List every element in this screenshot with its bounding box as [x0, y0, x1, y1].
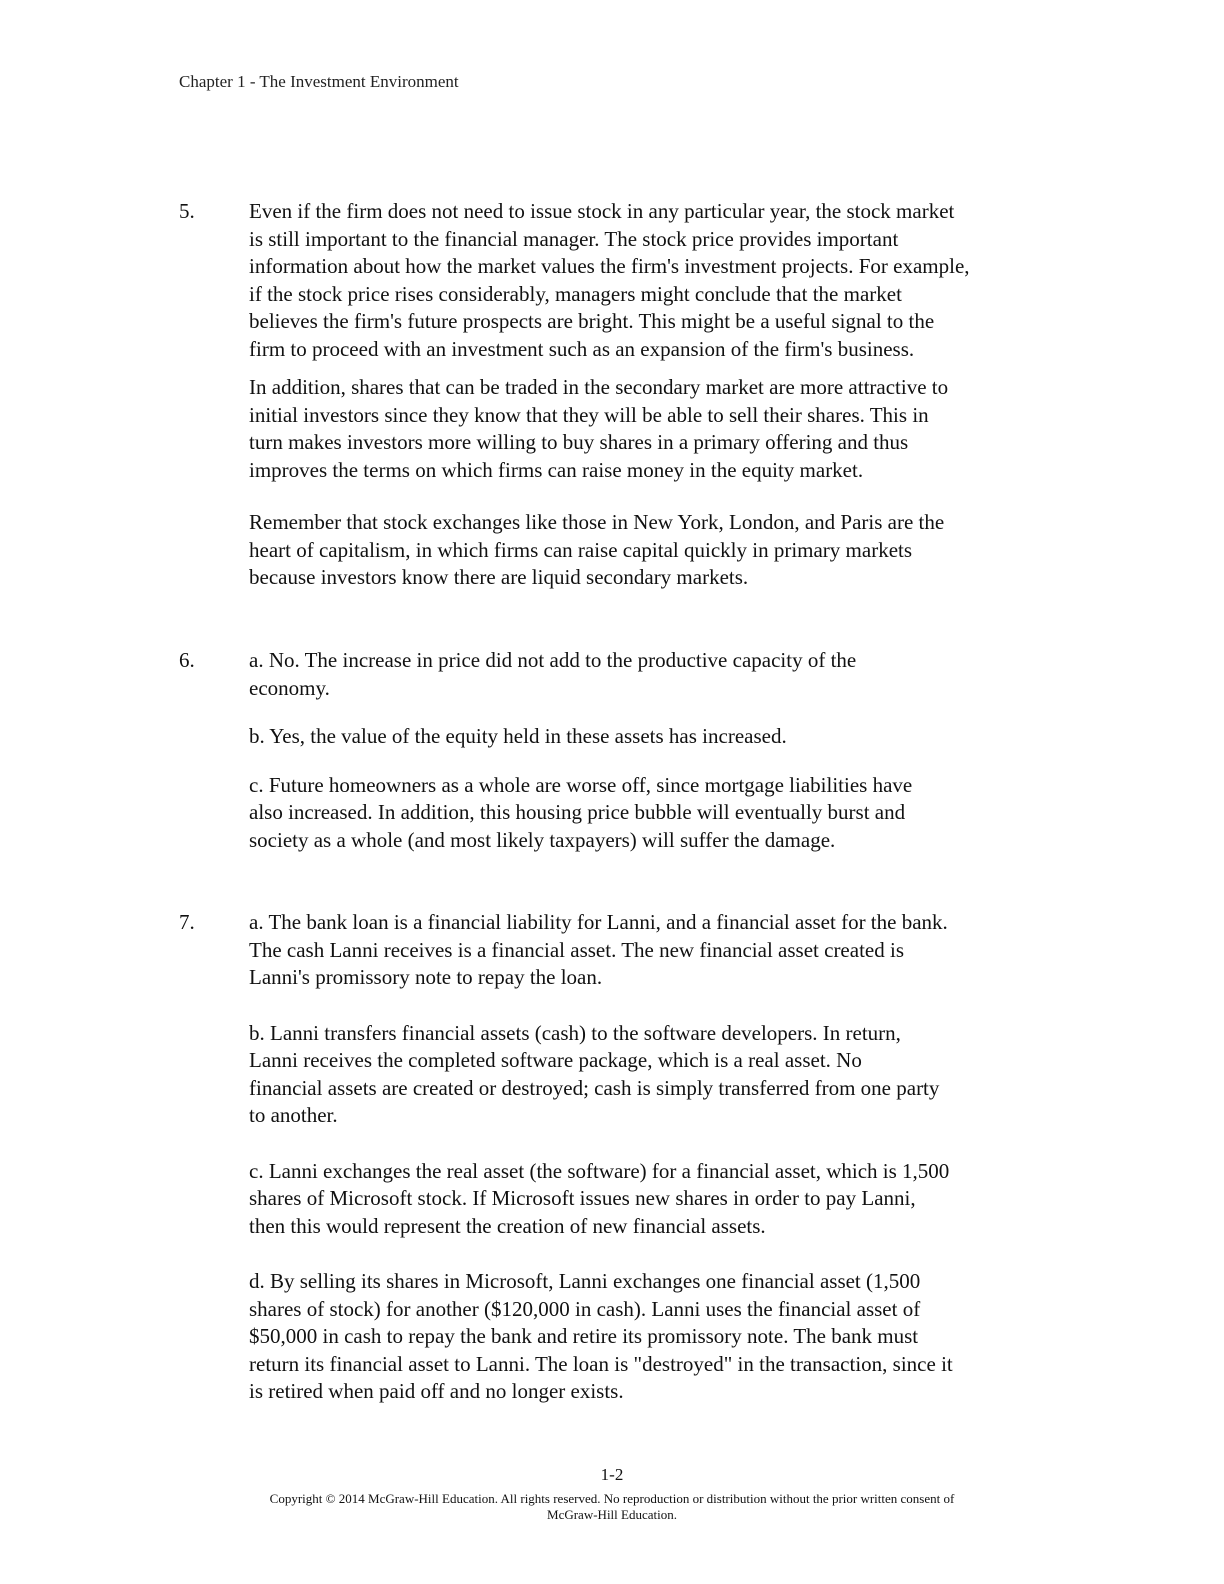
- text-line: Lanni receives the completed software package, which is a real asset. No: [249, 1048, 862, 1072]
- text-line: turn makes investors more willing to buy shares in a primary offering and thus: [249, 430, 909, 454]
- text-line: d. By selling its shares in Microsoft, Lanni exchanges one financial asset (1,500: [249, 1269, 921, 1293]
- question-number: 6.: [179, 648, 195, 672]
- paragraph: [249, 647, 1069, 702]
- text-line: c. Future homeowners as a whole are worse off, since mortgage liabilities have: [249, 772, 913, 797]
- copyright-notice: Copyright © 2014 McGraw-Hill Education. All rights reserved. No reproduction or distribution without the prior written consent of: [269, 1491, 955, 1506]
- copyright-notice: McGraw-Hill Education.: [547, 1507, 677, 1522]
- paragraph: [249, 723, 1069, 751]
- text-line: Remember that stock exchanges like those in New York, London, and Paris are the: [249, 510, 945, 534]
- paragraph: [249, 909, 1069, 992]
- text-line: $50,000 in cash to repay the bank and retire its promissory note. The bank must: [249, 1324, 919, 1348]
- paragraph: [249, 198, 1069, 363]
- text-line: return its financial asset to Lanni. The loan is "destroyed" in the transaction, since it: [249, 1351, 953, 1376]
- question-body: [249, 198, 1069, 592]
- paragraph: [249, 1020, 1069, 1130]
- text-line: financial assets are created or destroyed; cash is simply transferred from one party: [249, 1075, 940, 1100]
- question-number: 5.: [179, 199, 195, 223]
- paragraph: [249, 374, 1069, 484]
- question-body: [249, 647, 1069, 854]
- page-number: 1-2: [600, 1465, 624, 1484]
- text-line: Even if the firm does not need to issue stock in any particular year, the stock market: [249, 199, 955, 223]
- text-line: The cash Lanni receives is a financial asset. The new financial asset created is: [249, 937, 904, 962]
- text-line: also increased. In addition, this housing price bubble will eventually burst and: [249, 800, 906, 824]
- text-line: society as a whole (and most likely taxpayers) will suffer the damage.: [249, 827, 836, 852]
- paragraph: [249, 509, 1069, 592]
- text-line: In addition, shares that can be traded in the secondary market are more attractive to: [249, 375, 949, 399]
- text-line: then this would represent the creation of new financial assets.: [249, 1213, 766, 1238]
- text-line: economy.: [249, 675, 330, 700]
- paragraph: [249, 772, 1069, 855]
- question-number: 7.: [179, 910, 195, 934]
- text-line: believes the firm's future prospects are bright. This might be a useful signal to the: [249, 309, 935, 333]
- text-line: improves the terms on which firms can raise money in the equity market.: [249, 457, 864, 482]
- text-line: b. Lanni transfers financial assets (cash) to the software developers. In return,: [249, 1020, 901, 1045]
- text-line: b. Yes, the value of the equity held in these assets has increased.: [249, 724, 787, 748]
- text-line: is retired when paid off and no longer exists.: [249, 1379, 624, 1403]
- question-body: [249, 909, 1069, 1406]
- text-line: firm to proceed with an investment such as an expansion of the firm's business.: [249, 336, 915, 361]
- text-line: if the stock price rises considerably, managers might conclude that the market: [249, 281, 902, 306]
- page-footer: [0, 1465, 1224, 1523]
- paragraph: [249, 1268, 1069, 1406]
- text-line: a. The bank loan is a financial liability for Lanni, and a financial asset for the bank.: [249, 910, 948, 934]
- paragraph: [249, 1158, 1069, 1241]
- text-line: shares of Microsoft stock. If Microsoft issues new shares in order to pay Lanni,: [249, 1186, 916, 1210]
- text-line: shares of stock) for another ($120,000 in cash). Lanni uses the financial asset of: [249, 1296, 921, 1321]
- text-line: to another.: [249, 1103, 338, 1127]
- text-line: is still important to the financial manager. The stock price provides important: [249, 226, 899, 251]
- text-line: Lanni's promissory note to repay the loan.: [249, 965, 603, 989]
- text-line: because investors know there are liquid secondary markets.: [249, 565, 749, 589]
- text-line: initial investors since they know that they will be able to sell their shares. This in: [249, 402, 929, 427]
- text-line: heart of capitalism, in which firms can raise capital quickly in primary markets: [249, 537, 913, 562]
- text-line: c. Lanni exchanges the real asset (the software) for a financial asset, which is 1,500: [249, 1158, 950, 1183]
- text-line: a. No. The increase in price did not add to the productive capacity of the: [249, 648, 857, 672]
- page-header: Chapter 1 - The Investment Environment: [179, 72, 459, 91]
- text-line: information about how the market values the firm's investment projects. For example,: [249, 254, 970, 278]
